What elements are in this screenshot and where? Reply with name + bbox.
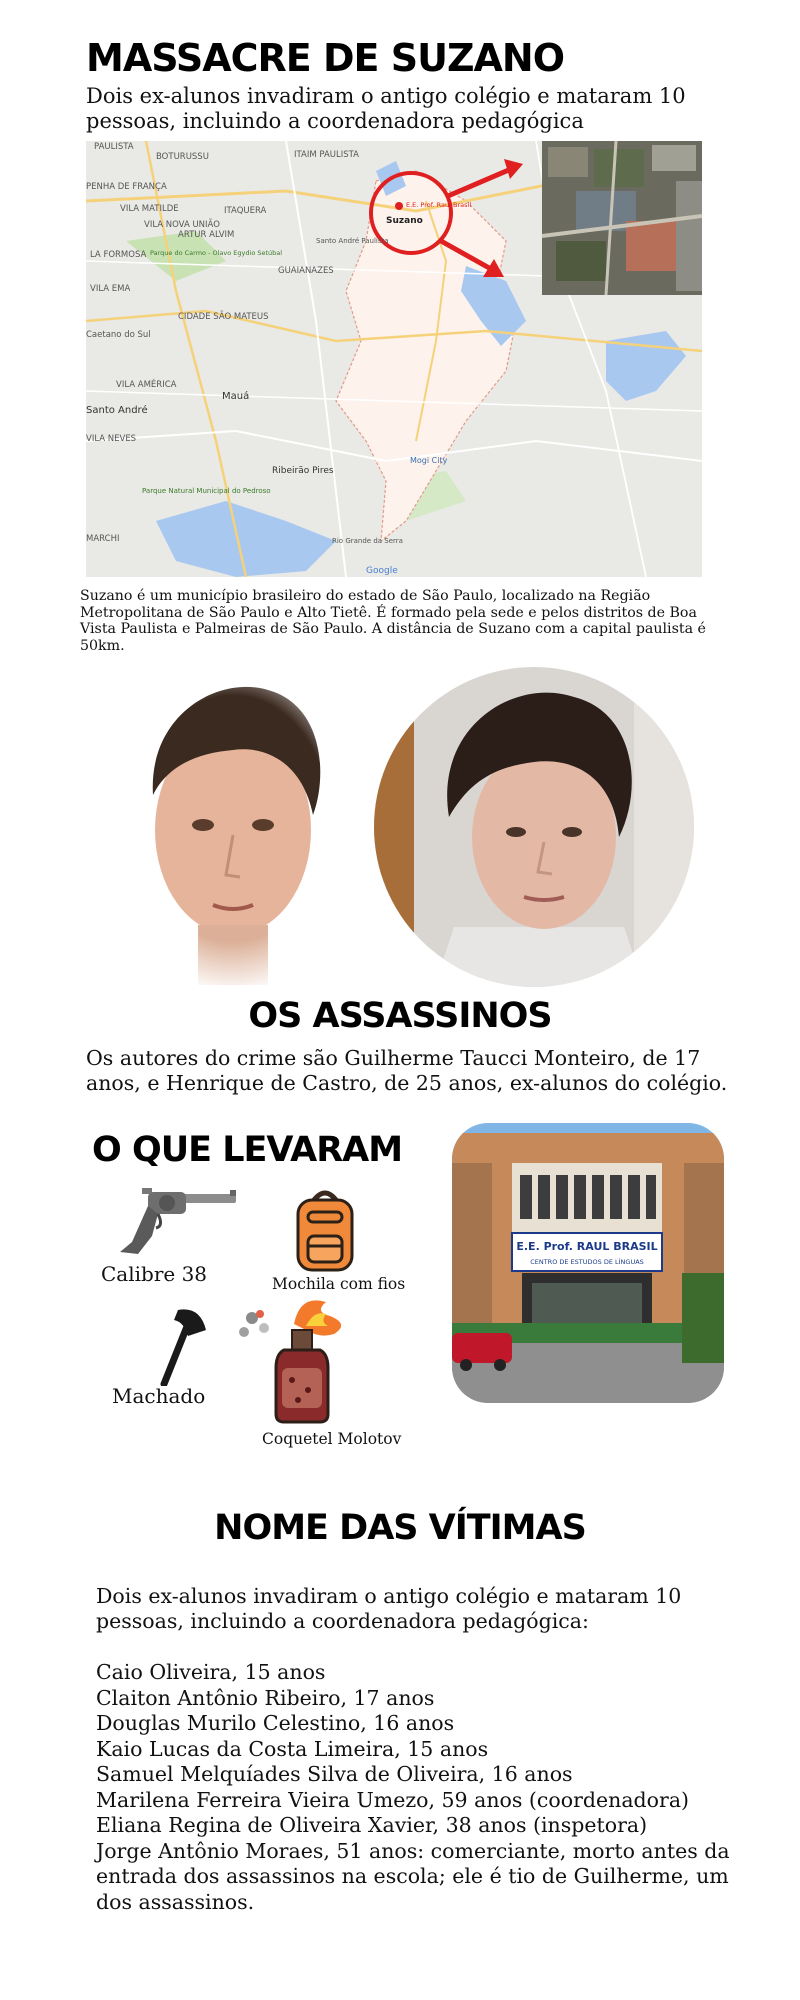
assassin-photo-1: [108, 665, 358, 985]
item-label-machado: Machado: [112, 1384, 206, 1408]
list-item: Caio Oliveira, 15 anos: [96, 1660, 326, 1684]
school-sign: E.E. Prof. RAUL BRASIL: [516, 1240, 658, 1253]
map-caption: Suzano é um município brasileiro do estado de São Paulo, localizado na Região Metropolitana de São Paulo e Alto Tietê. É formado pela sede e pelos distritos de Boa Vista Paulista e Palmeiras de São Paulo. A distância de Suzano com a capital paulista é 50km.: [80, 588, 706, 654]
map-label: MARCHI: [86, 534, 120, 544]
list-item: Claiton Antônio Ribeiro, 17 anos: [96, 1685, 435, 1710]
map-label: Santo André Paulista: [316, 237, 389, 245]
section-heading-vitimas: NOME DAS VÍTIMAS: [214, 1508, 586, 1548]
google-logo: Google: [366, 566, 398, 576]
section-heading-assassinos: OS ASSASSINOS: [248, 996, 552, 1036]
revolver-icon: [112, 1186, 242, 1262]
list-item: Marilena Ferreira Vieira Umezo, 59 anos (coordenadora): [96, 1787, 690, 1812]
map-label: LA FORMOSA: [90, 250, 147, 260]
item-label-mochila: Mochila com fios: [272, 1275, 406, 1293]
list-item: Kaio Lucas da Costa Limeira, 15 anos: [96, 1736, 489, 1761]
list-item: Jorge Antônio Moraes, 51 anos: comerciante, morto antes da entrada dos assassinos na escola; ele é tio de Guilherme, um dos assassinos.: [96, 1838, 730, 1914]
satellite-inset: [542, 141, 702, 295]
assassin-photo-2: [374, 667, 694, 987]
vitimas-intro: Dois ex-alunos invadiram o antigo colégio e mataram 10 pessoas, incluindo a coordenadora pedagógica:: [96, 1584, 682, 1633]
map-label: Ribeirão Pires: [272, 466, 334, 476]
map-label: PAULISTA: [94, 142, 134, 152]
map-graphic: [86, 141, 702, 577]
list-item: Eliana Regina de Oliveira Xavier, 38 anos (inspetora): [96, 1813, 648, 1837]
map-label: GUAIANAZES: [278, 266, 334, 276]
backpack-icon: [294, 1190, 356, 1276]
map-label: Suzano: [386, 216, 423, 226]
map-label: PENHA DE FRANÇA: [86, 182, 167, 192]
map-label: Mogi City: [410, 456, 448, 465]
page-subtitle: Dois ex-alunos invadiram o antigo colégio e mataram 10 pessoas, incluindo a coordenadora pedagógica: [86, 84, 686, 133]
list-item: Samuel Melquíades Silva de Oliveira, 16 anos: [96, 1762, 573, 1786]
map-label: Caetano do Sul: [86, 330, 151, 340]
map-label: ITAQUERA: [224, 206, 267, 216]
map-label: VILA AMÉRICA: [116, 380, 177, 390]
map-label: E.E. Prof. Raul Brasil: [406, 201, 472, 209]
suzano-map: [86, 141, 702, 577]
axe-icon: [148, 1306, 208, 1390]
list-item: Douglas Murilo Celestino, 16 anos: [96, 1711, 455, 1735]
school-sign-subtitle: CENTRO DE ESTUDOS DE LÍNGUAS: [530, 1258, 644, 1266]
section-heading-levaram: O QUE LEVARAM: [92, 1130, 403, 1170]
map-label: VILA NOVA UNIÃO: [144, 220, 220, 230]
map-label: Parque Natural Municipal do Pedroso: [142, 487, 271, 495]
map-label: ARTUR ALVIM: [178, 230, 235, 240]
map-label: ITAIM PAULISTA: [294, 150, 359, 160]
assassinos-text: Os autores do crime são Guilherme Taucci Monteiro, de 17 anos, e Henrique de Castro, de 25 anos, ex-alunos do colégio.: [86, 1046, 728, 1095]
page-title: MASSACRE DE SUZANO: [86, 36, 565, 80]
map-label: VILA NEVES: [86, 434, 137, 444]
map-label: Mauá: [222, 391, 250, 402]
item-label-molotov: Coquetel Molotov: [262, 1430, 402, 1448]
school-pin-icon: [395, 202, 403, 210]
victim-list: [96, 1660, 736, 1915]
map-label: VILA EMA: [90, 284, 131, 294]
map-label: Santo André: [86, 405, 148, 416]
map-label: Parque do Carmo - Olavo Egydio Setúbal: [150, 249, 283, 257]
map-label: Rio Grande da Serra: [332, 537, 403, 545]
item-label-calibre: Calibre 38: [101, 1262, 208, 1286]
map-label: VILA MATILDE: [120, 204, 179, 214]
school-photo: [452, 1123, 724, 1403]
map-label: BOTURUSSU: [156, 152, 209, 162]
molotov-icon: [230, 1294, 370, 1428]
map-label: CIDADE SÃO MATEUS: [178, 312, 269, 322]
